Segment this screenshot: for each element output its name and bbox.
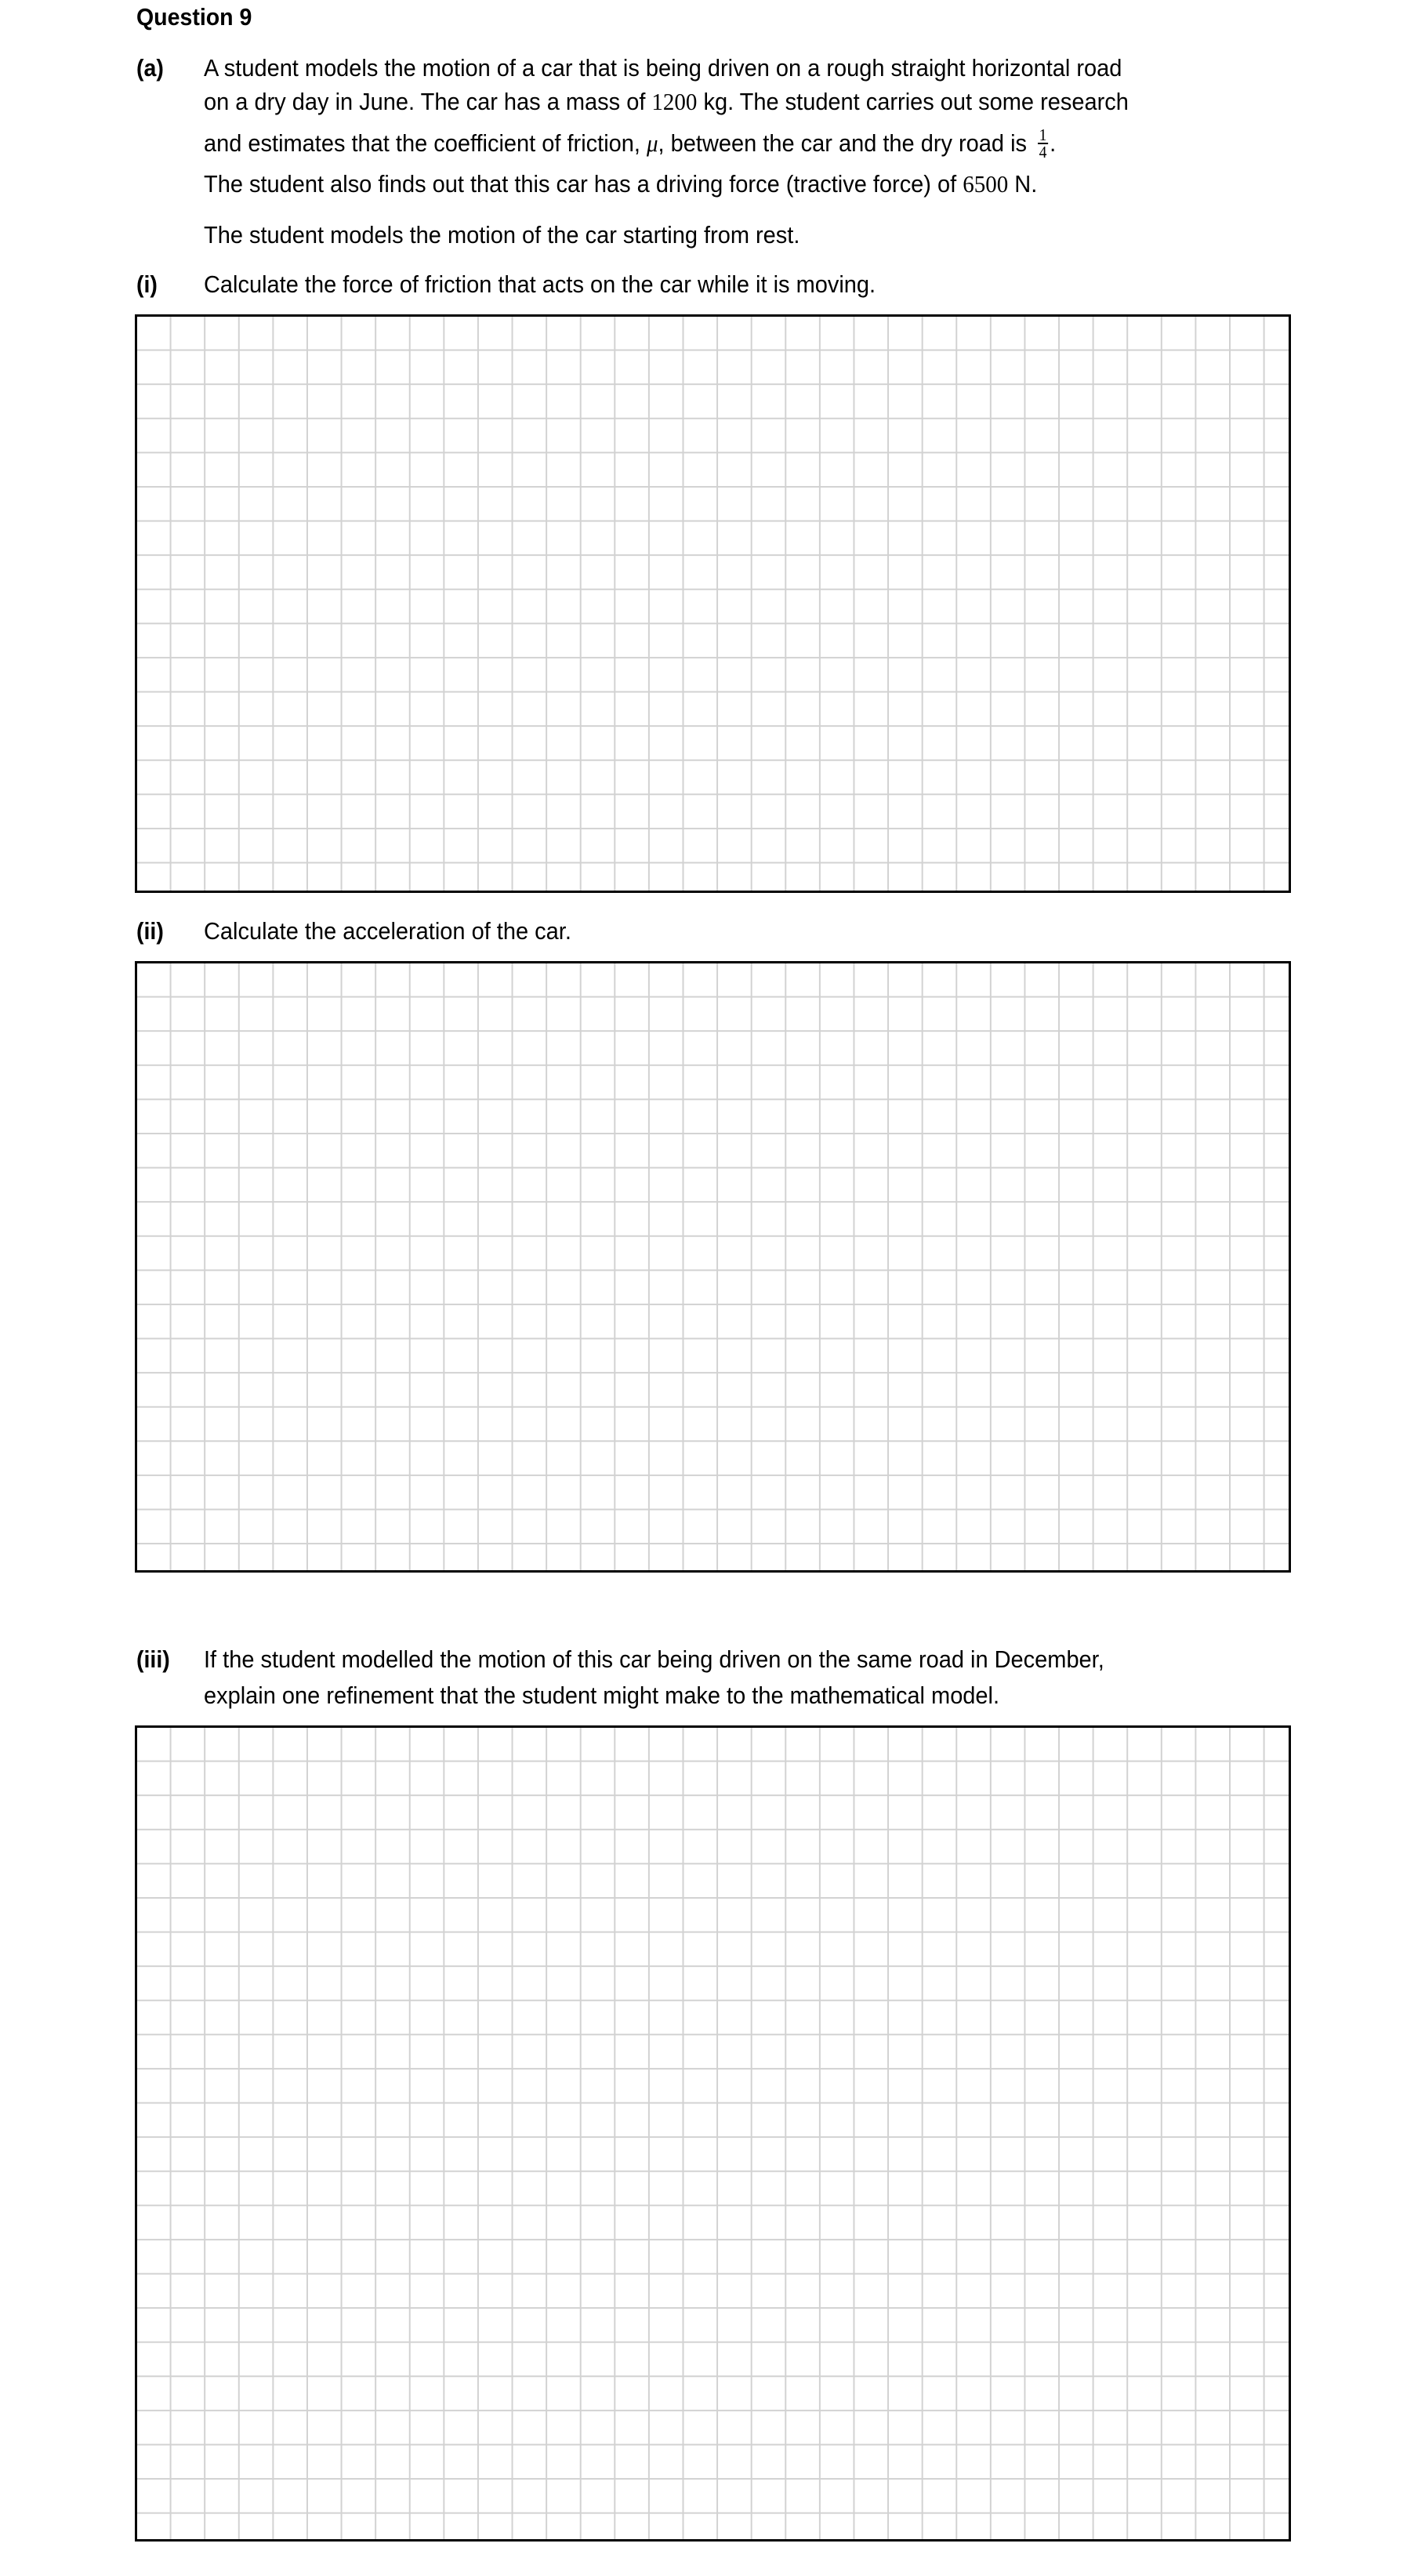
question-title: Question 9	[136, 3, 252, 31]
part-a-line-2-pre: on a dry day in June. The car has a mass of	[204, 88, 652, 115]
car-mass-value: 1200	[651, 88, 698, 115]
part-a-line-4	[204, 169, 1037, 199]
answer-box-part-iii[interactable]	[135, 1725, 1291, 2542]
mu-symbol: μ	[646, 129, 658, 158]
part-iii-label: (iii)	[136, 1645, 170, 1673]
part-a-line-2	[204, 87, 1129, 117]
fraction-numerator: 1	[1039, 125, 1047, 144]
part-a-line-4-post: N.	[1008, 170, 1038, 198]
answer-box-part-ii[interactable]	[135, 961, 1291, 1573]
part-iii-question-line-2: explain one refinement that the student might make to the mathematical model.	[204, 1682, 1000, 1709]
part-a-label: (a)	[136, 54, 164, 82]
part-i-label: (i)	[136, 270, 158, 298]
answer-box-part-i[interactable]	[135, 314, 1291, 893]
fraction-denominator: 4	[1039, 143, 1047, 161]
friction-coefficient-fraction	[1038, 127, 1049, 160]
part-a-line-5: The student models the motion of the car starting from rest.	[204, 221, 800, 249]
part-iii-question-line-1: If the student modelled the motion of this car being driven on the same road in December,	[204, 1645, 1104, 1673]
part-a-line-3-end: .	[1050, 129, 1057, 158]
part-a-line-3-pre: and estimates that the coefficient of friction,	[204, 129, 647, 158]
driving-force-value: 6500	[963, 170, 1009, 198]
part-i-question: Calculate the force of friction that acts on the car while it is moving.	[204, 270, 876, 298]
part-a-line-1: A student models the motion of a car that is being driven on a rough straight horizontal road	[204, 54, 1122, 82]
part-ii-label: (ii)	[136, 917, 164, 945]
part-a-line-3	[204, 125, 1057, 161]
part-a-line-4-pre: The student also finds out that this car has a driving force (tractive force) of	[204, 170, 963, 198]
part-a-line-3-mid: , between the car and the dry road is	[658, 129, 1034, 158]
part-ii-question: Calculate the acceleration of the car.	[204, 917, 571, 945]
part-a-line-2-post: kg. The student carries out some research	[697, 88, 1129, 115]
